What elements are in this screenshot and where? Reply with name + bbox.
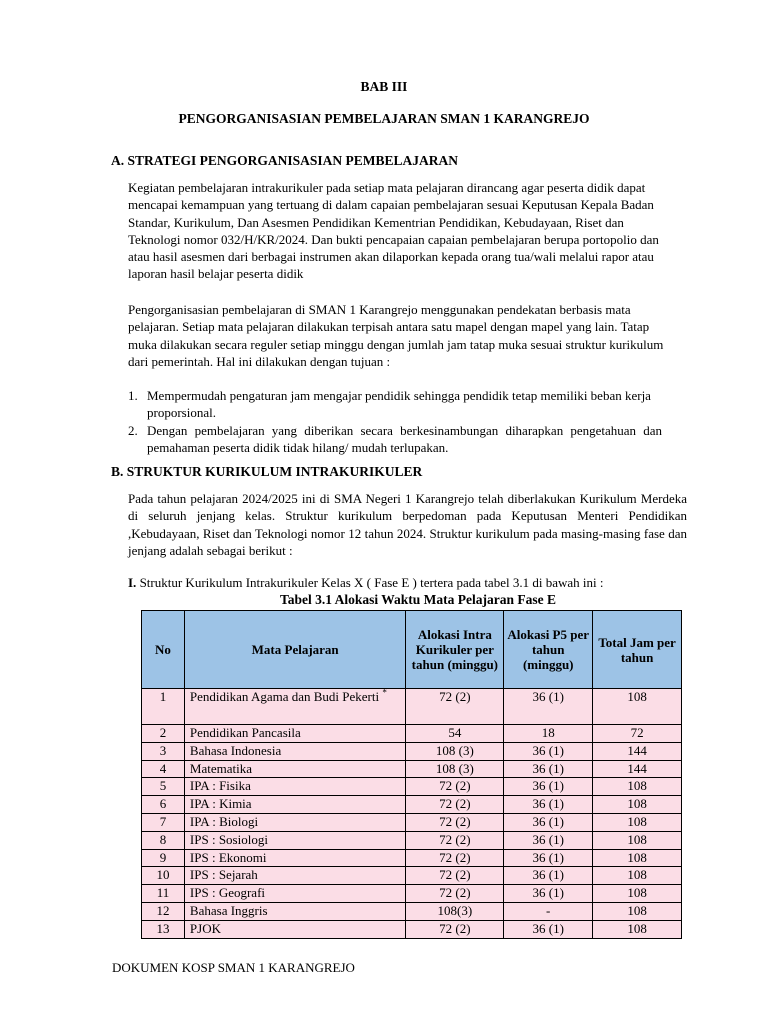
purpose-list (128, 387, 662, 456)
cell-no: 9 (142, 849, 185, 867)
cell-total: 144 (593, 742, 682, 760)
list-text: Mempermudah pengaturan jam mengajar pendidik sehingga pendidik tetap memiliki beban kerja proporsional. (147, 388, 651, 421)
table-row (142, 689, 682, 725)
cell-total: 108 (593, 813, 682, 831)
cell-total: 108 (593, 902, 682, 920)
chapter-label: BAB III (360, 79, 408, 94)
cell-intra: 72 (2) (406, 885, 504, 903)
table-intro-text: Struktur Kurikulum Intrakurikuler Kelas X ( Fase E ) tertera pada tabel 3.1 di bawah ini : (136, 575, 604, 590)
curriculum-table (141, 610, 682, 939)
paragraph-text: Pada tahun pelajaran 2024/2025 ini di SMA Negeri 1 Karangrejo telah diberlakukan Kurikulum Merdeka di seluruh jenjang kelas. Struktur kurikulum berpedoman pada Keputusan Menteri Pendidikan ,Kebudayaan, Riset dan Teknologi nomor 12 tahun 2024. Struktur kurikulum pada masing-masing fase dan jenjang adalah sebagai berikut : (128, 491, 687, 558)
cell-intra: 72 (2) (406, 689, 504, 725)
cell-p5: 36 (1) (504, 885, 593, 903)
cell-intra: 72 (2) (406, 867, 504, 885)
section-a-paragraph-2 (128, 301, 668, 370)
cell-intra: 72 (2) (406, 778, 504, 796)
table-row (142, 760, 682, 778)
cell-total: 144 (593, 760, 682, 778)
cell-intra: 108 (3) (406, 760, 504, 778)
cell-intra: 72 (2) (406, 849, 504, 867)
cell-subject: IPA : Fisika (184, 778, 405, 796)
table-row (142, 813, 682, 831)
cell-subject: Matematika (184, 760, 405, 778)
table-body (142, 689, 682, 939)
cell-subject: IPA : Biologi (184, 813, 405, 831)
paragraph-text: Pengorganisasian pembelajaran di SMAN 1 Karangrejo menggunakan pendekatan berbasis mata pelajaran. Setiap mata pelajaran dilakukan terpisah antara satu mapel dengan mapel yang lain. Tatap muka dilakukan secara reguler setiap minggu dengan jumlah jam tatap muka sesuai struktur kurikulum dari pemerintah. Hal ini dilakukan dengan tujuan : (128, 302, 664, 369)
list-text: Dengan pembelajaran yang diberikan secara berkesinambungan diharapkan pengetahuan dan pemahaman peserta didik tidak hilang/ mudah terlupakan. (147, 422, 662, 455)
cell-subject: Bahasa Inggris (184, 902, 405, 920)
cell-total: 72 (593, 725, 682, 743)
cell-no: 12 (142, 902, 185, 920)
cell-subject: Pendidikan Pancasila (184, 725, 405, 743)
list-item (128, 422, 662, 457)
table-row (142, 885, 682, 903)
table-row (142, 849, 682, 867)
list-number: 2. (128, 422, 138, 438)
cell-subject: IPS : Geografi (184, 885, 405, 903)
cell-total: 108 (593, 849, 682, 867)
cell-intra: 72 (2) (406, 920, 504, 938)
cell-p5: 36 (1) (504, 689, 593, 725)
cell-total: 108 (593, 920, 682, 938)
cell-intra: 72 (2) (406, 831, 504, 849)
cell-total: 108 (593, 796, 682, 814)
cell-p5: 36 (1) (504, 831, 593, 849)
list-number: 1. (128, 388, 138, 403)
cell-subject: IPA : Kimia (184, 796, 405, 814)
header-intra: Alokasi Intra Kurikuler per tahun (minggu) (406, 611, 504, 689)
cell-p5: 36 (1) (504, 742, 593, 760)
cell-p5: 36 (1) (504, 920, 593, 938)
table-row (142, 867, 682, 885)
header-no: No (142, 611, 185, 689)
cell-p5: 36 (1) (504, 760, 593, 778)
list-marker: I. (128, 575, 137, 590)
page-footer: DOKUMEN KOSP SMAN 1 KARANGREJO (112, 960, 355, 975)
table-row (142, 920, 682, 938)
cell-p5: 36 (1) (504, 813, 593, 831)
section-b-paragraph (128, 490, 687, 559)
cell-intra: 72 (2) (406, 796, 504, 814)
table-row (142, 902, 682, 920)
table-row (142, 742, 682, 760)
header-subject: Mata Pelajaran (184, 611, 405, 689)
table-row (142, 725, 682, 743)
cell-total: 108 (593, 885, 682, 903)
cell-intra: 108(3) (406, 902, 504, 920)
cell-p5: - (504, 902, 593, 920)
cell-total: 108 (593, 867, 682, 885)
cell-no: 5 (142, 778, 185, 796)
cell-subject: IPS : Sosiologi (184, 831, 405, 849)
cell-no: 13 (142, 920, 185, 938)
section-b-heading: B. STRUKTUR KURIKULUM INTRAKURIKULER (111, 464, 423, 479)
paragraph-text: Kegiatan pembelajaran intrakurikuler pada setiap mata pelajaran dirancang agar peserta didik dapat mencapai kemampuan yang tertuang di dalam capaian pembelajaran sesuai Keputusan Kepala Badan Standar, Kurikulum, Dan Asesmen Pendidikan Kementrian Pendidikan, Kebudayaan, Riset dan Teknologi nomor 032/H/KR/2024. Dan bukti pencapaian capaian pembelajaran berupa portopolio dan atau hasil asesmen dari berbagai instrumen akan dilaporkan kepada orang tua/wali melalui rapor atau laporan hasil belajar peserta didik (128, 180, 659, 282)
cell-total: 108 (593, 831, 682, 849)
cell-intra: 108 (3) (406, 742, 504, 760)
cell-total: 108 (593, 689, 682, 725)
header-total: Total Jam per tahun (593, 611, 682, 689)
cell-subject: IPS : Sejarah (184, 867, 405, 885)
cell-p5: 36 (1) (504, 867, 593, 885)
cell-no: 2 (142, 725, 185, 743)
cell-intra: 72 (2) (406, 813, 504, 831)
section-a-paragraph-1 (128, 179, 676, 283)
cell-subject: PJOK (184, 920, 405, 938)
header-p5: Alokasi P5 per tahun (minggu) (504, 611, 593, 689)
cell-no: 8 (142, 831, 185, 849)
table-row (142, 831, 682, 849)
cell-intra: 54 (406, 725, 504, 743)
footnote-mark: * (382, 687, 387, 698)
cell-no: 3 (142, 742, 185, 760)
cell-total: 108 (593, 778, 682, 796)
cell-no: 7 (142, 813, 185, 831)
section-a-heading: A. STRATEGI PENGORGANISASIAN PEMBELAJARAN (111, 153, 459, 168)
table-row (142, 778, 682, 796)
cell-no: 6 (142, 796, 185, 814)
table-row (142, 796, 682, 814)
cell-no: 10 (142, 867, 185, 885)
table-intro-line (128, 575, 603, 591)
list-item (128, 387, 662, 422)
cell-no: 11 (142, 885, 185, 903)
cell-subject (184, 689, 405, 725)
cell-p5: 18 (504, 725, 593, 743)
cell-p5: 36 (1) (504, 796, 593, 814)
cell-no: 4 (142, 760, 185, 778)
cell-subject: IPS : Ekonomi (184, 849, 405, 867)
table-header-row (142, 611, 682, 689)
cell-p5: 36 (1) (504, 778, 593, 796)
chapter-title: PENGORGANISASIAN PEMBELAJARAN SMAN 1 KARANGREJO (178, 111, 590, 126)
cell-subject: Bahasa Indonesia (184, 742, 405, 760)
cell-no: 1 (142, 689, 185, 725)
cell-p5: 36 (1) (504, 849, 593, 867)
table-caption: Tabel 3.1 Alokasi Waktu Mata Pelajaran Fase E (279, 592, 557, 607)
subject-text: Pendidikan Agama dan Budi Pekerti (189, 689, 380, 704)
